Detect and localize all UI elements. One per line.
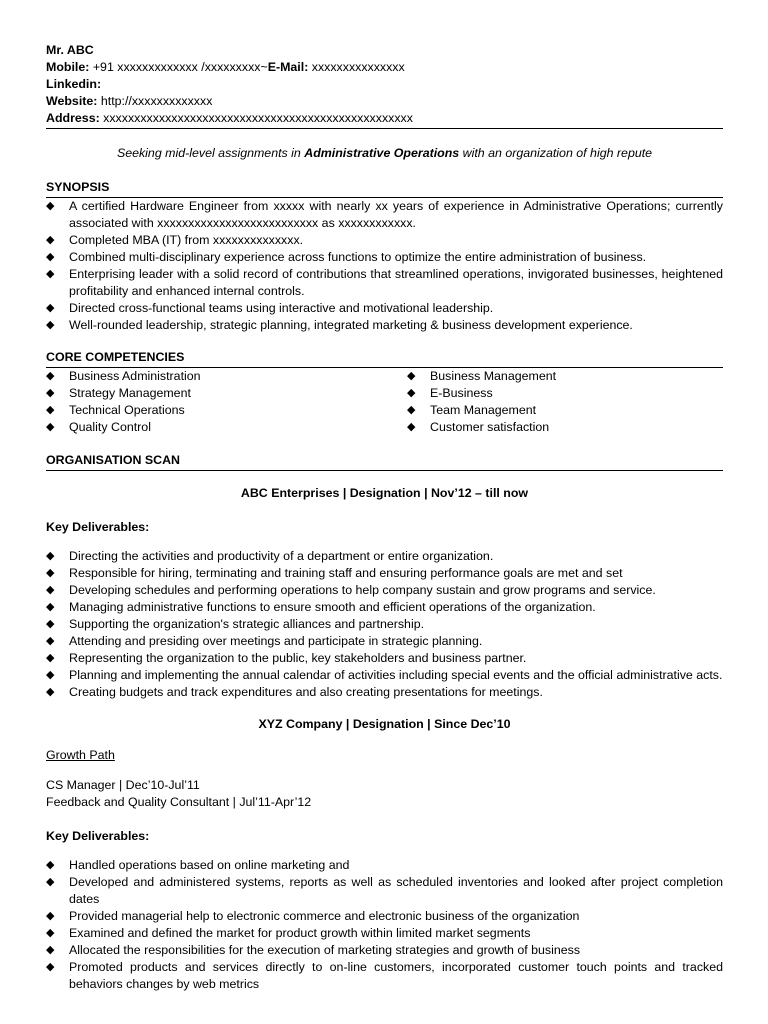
list-item	[46, 874, 723, 908]
list-item	[46, 402, 407, 419]
list-item-text: Directing the activities and productivity of a department or entire organization.	[69, 549, 494, 564]
list-item-text: E-Business	[430, 386, 493, 400]
diamond-bullet-icon: ◆	[46, 302, 55, 314]
address-value: xxxxxxxxxxxxxxxxxxxxxxxxxxxxxxxxxxxxxxxxxxxxxxxxxx	[99, 111, 413, 125]
growth-path-item: CS Manager | Dec’10-Jul’11	[46, 777, 200, 792]
email-value: xxxxxxxxxxxxxxx	[308, 60, 405, 74]
growth-path-item: Feedback and Quality Consultant | Jul’11-Apr’12	[46, 794, 312, 809]
job1-deliverables-list	[46, 548, 723, 701]
list-item	[46, 650, 723, 667]
list-item	[46, 548, 723, 565]
competencies-left-list	[46, 368, 407, 436]
diamond-bullet-icon: ◆	[46, 601, 55, 614]
candidate-name: Mr. ABC	[46, 43, 94, 57]
diamond-bullet-icon: ◆	[46, 234, 55, 246]
list-item	[407, 368, 723, 385]
address-line	[46, 110, 723, 127]
competencies-right-list	[407, 368, 723, 436]
list-item	[46, 368, 407, 385]
diamond-bullet-icon: ◆	[46, 859, 55, 872]
list-item-text: Allocated the responsibilities for the execution of marketing strategies and growth of business	[69, 943, 581, 958]
diamond-bullet-icon: ◆	[46, 550, 55, 563]
list-item-text: Managing administrative functions to ensure smooth and efficient operations of the organization.	[69, 600, 596, 615]
diamond-bullet-icon: ◆	[407, 421, 416, 433]
list-item-text: Examined and defined the market for product growth within limited market segments	[69, 926, 531, 941]
organisation-divider	[46, 470, 723, 471]
list-item-text: Planning and implementing the annual calendar of activities including special events and the official administrative acts.	[69, 668, 723, 683]
diamond-bullet-icon: ◆	[46, 944, 55, 957]
competencies-columns	[46, 368, 723, 436]
objective-suffix: with an organization of high repute	[459, 146, 653, 160]
diamond-bullet-icon: ◆	[46, 370, 55, 382]
list-item	[46, 599, 723, 616]
organisation-section	[46, 452, 723, 993]
list-item-text: Provided managerial help to electronic commerce and electronic business of the organization	[69, 909, 580, 924]
list-item-text: Completed MBA (IT) from xxxxxxxxxxxxxx.	[69, 233, 304, 247]
diamond-bullet-icon: ◆	[407, 387, 416, 399]
linkedin-label: Linkedin:	[46, 77, 102, 91]
job-title-abc: ABC Enterprises | Designation | Nov’12 – till now	[240, 486, 529, 500]
key-deliverables-label: Key Deliverables:	[46, 828, 150, 843]
synopsis-list	[46, 198, 723, 334]
list-item-text: Enterprising leader with a solid record of contributions that streamlined operations, invigorated businesses, heightened profitability and enhanced internal controls.	[69, 267, 723, 298]
diamond-bullet-icon: ◆	[46, 567, 55, 580]
diamond-bullet-icon: ◆	[46, 200, 55, 212]
list-item	[46, 908, 723, 925]
list-item	[46, 857, 723, 874]
growth-path-list	[46, 777, 723, 811]
list-item-text: Developing schedules and performing operations to help company sustain and grow programs and service.	[69, 583, 656, 598]
list-item-text: Developed and administered systems, reports as well as scheduled inventories and looked after project completion dates	[69, 875, 723, 907]
section-title-competencies: CORE COMPETENCIES	[46, 350, 185, 364]
list-item	[46, 633, 723, 650]
list-item	[46, 667, 723, 684]
list-item-text: Technical Operations	[69, 403, 185, 417]
diamond-bullet-icon: ◆	[46, 319, 55, 331]
list-item-text: Handled operations based on online marketing and	[69, 858, 350, 873]
diamond-bullet-icon: ◆	[407, 404, 416, 416]
list-item	[46, 317, 723, 334]
list-item	[46, 300, 723, 317]
list-item	[46, 419, 407, 436]
list-item-text: Supporting the organization's strategic alliances and partnership.	[69, 617, 425, 632]
website-line	[46, 93, 723, 110]
list-item	[46, 959, 723, 993]
list-item-text: Promoted products and services directly to on-line customers, incorporated customer touch points and tracked behaviors changes by web metrics	[69, 960, 723, 992]
header-divider	[46, 128, 723, 129]
website-label: Website:	[46, 94, 98, 108]
mobile-label: Mobile:	[46, 60, 90, 74]
list-item	[46, 942, 723, 959]
list-item	[46, 249, 723, 266]
diamond-bullet-icon: ◆	[46, 635, 55, 648]
list-item	[46, 684, 723, 701]
diamond-bullet-icon: ◆	[46, 686, 55, 699]
list-item-text: Well-rounded leadership, strategic planning, integrated marketing & business development experience.	[69, 318, 633, 332]
section-title-organisation: ORGANISATION SCAN	[46, 453, 181, 467]
list-item	[46, 266, 723, 300]
website-value: http://xxxxxxxxxxxxx	[97, 94, 213, 108]
key-deliverables-label: Key Deliverables:	[46, 520, 150, 534]
diamond-bullet-icon: ◆	[46, 961, 55, 974]
diamond-bullet-icon: ◆	[46, 669, 55, 682]
list-item-text: Team Management	[430, 403, 537, 417]
contact-header	[46, 42, 723, 129]
diamond-bullet-icon: ◆	[46, 404, 55, 416]
objective-emphasis: Administrative Operations	[304, 146, 460, 160]
diamond-bullet-icon: ◆	[407, 370, 416, 382]
list-item	[407, 419, 723, 436]
job2-deliverables-list	[46, 857, 723, 993]
diamond-bullet-icon: ◆	[46, 927, 55, 940]
diamond-bullet-icon: ◆	[46, 421, 55, 433]
diamond-bullet-icon: ◆	[46, 387, 55, 399]
diamond-bullet-icon: ◆	[46, 910, 55, 923]
list-item-text: Attending and presiding over meetings and participate in strategic planning.	[69, 634, 483, 649]
growth-path-heading: Growth Path	[46, 748, 115, 763]
list-item	[46, 232, 723, 249]
mobile-value: +91 xxxxxxxxxxxxx /xxxxxxxxx~	[89, 60, 268, 74]
list-item	[46, 925, 723, 942]
diamond-bullet-icon: ◆	[46, 268, 55, 280]
list-item-text: A certified Hardware Engineer from xxxxx with nearly xx years of experience in Administrative Operations; currently associated with xxxxxxxxxxxxxxxxxxxxxxxxxx as xxxxxxxxxxxx.	[69, 199, 723, 230]
list-item-text: Strategy Management	[69, 386, 191, 400]
diamond-bullet-icon: ◆	[46, 652, 55, 665]
list-item	[46, 565, 723, 582]
resume-page	[46, 42, 723, 993]
diamond-bullet-icon: ◆	[46, 876, 55, 889]
list-item-text: Business Management	[430, 369, 557, 383]
career-objective	[46, 145, 723, 162]
list-item-text: Quality Control	[69, 420, 151, 434]
job-title-xyz: XYZ Company | Designation | Since Dec’10	[258, 717, 511, 732]
list-item	[46, 385, 407, 402]
competencies-section	[46, 349, 723, 436]
mobile-line	[46, 59, 723, 76]
list-item	[46, 582, 723, 599]
list-item-text: Creating budgets and track expenditures and also creating presentations for meetings.	[69, 685, 543, 700]
objective-prefix: Seeking mid-level assignments in	[116, 146, 305, 160]
diamond-bullet-icon: ◆	[46, 584, 55, 597]
list-item-text: Business Administration	[69, 369, 201, 383]
diamond-bullet-icon: ◆	[46, 618, 55, 631]
email-label: E-Mail:	[267, 60, 309, 74]
list-item-text: Directed cross-functional teams using interactive and motivational leadership.	[69, 301, 494, 315]
list-item	[407, 402, 723, 419]
list-item	[407, 385, 723, 402]
list-item	[46, 616, 723, 633]
section-title-synopsis: SYNOPSIS	[46, 180, 110, 194]
list-item	[46, 198, 723, 232]
diamond-bullet-icon: ◆	[46, 251, 55, 263]
list-item-text: Representing the organization to the public, key stakeholders and business partner.	[69, 651, 527, 666]
synopsis-section	[46, 179, 723, 334]
address-label: Address:	[46, 111, 100, 125]
list-item-text: Combined multi-disciplinary experience across functions to optimize the entire administration of business.	[69, 250, 647, 264]
list-item-text: Customer satisfaction	[430, 420, 550, 434]
list-item-text: Responsible for hiring, terminating and training staff and ensuring performance goals are met and set	[69, 566, 623, 581]
